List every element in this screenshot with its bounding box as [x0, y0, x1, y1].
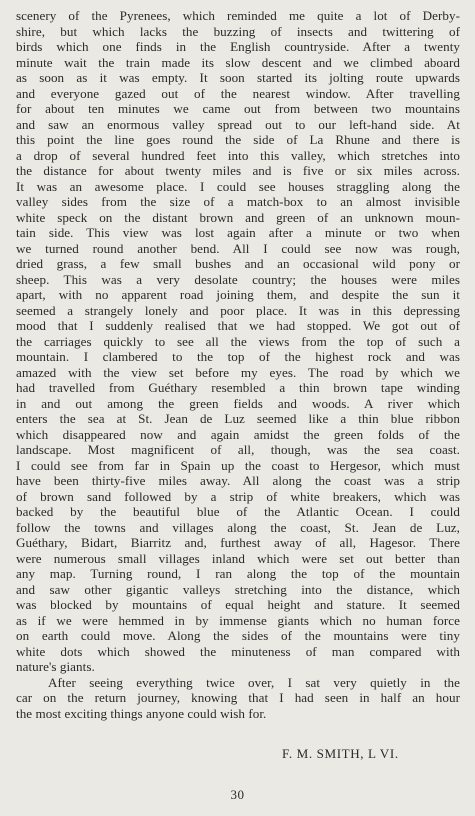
- text-line: dried grass, a few small bushes and an occasional wild pony or: [16, 256, 460, 271]
- text-line: as if we were hemmed in by immense giants which no human force: [16, 612, 460, 628]
- text-line: and everyone gazed out of the nearest window. After travelling: [16, 85, 460, 101]
- text-line: I could see from far in Spain up the coast to Hergesor, which must: [16, 457, 460, 473]
- text-line: sheep. This was a very desolate country; the houses were miles: [16, 271, 460, 287]
- text-line: backed by the beautiful blue of the Atlantic Ocean. I could: [16, 504, 460, 519]
- text-line: car on the return journey, knowing that I had seen in half an hour: [16, 690, 460, 705]
- text-line: mood that I suddenly realised that we had stopped. We got out of: [16, 318, 460, 333]
- text-line: Guéthary, Bidart, Biarritz and, furthest away of all, Hagesor. There: [16, 535, 460, 550]
- text-line: and saw other gigantic valleys stretching into the distance, which: [16, 581, 460, 597]
- text-line: were numerous small villages inland which were set out better than: [16, 550, 460, 566]
- paragraph-end-line: the most exciting things anyone could wish for.: [16, 705, 267, 721]
- text-line: any map. Turning round, I ran along the top of the mountain: [16, 566, 460, 581]
- page-number: 30: [230, 787, 245, 802]
- text-line: seemed a strangely lonely and poor place. It was in this depressing: [16, 302, 460, 318]
- text-line: and saw an enormous valley spread out to our left-hand side. At: [16, 116, 460, 132]
- text-line: had travelled from Guéthary resembled a thin brown tape winding: [16, 380, 460, 395]
- text-line: we turned round another bend. All I could see now was rough,: [16, 240, 460, 256]
- text-line: white dots which showed the minuteness of man compared with: [16, 643, 460, 659]
- text-line: tain side. This view was lost again after a minute or two when: [16, 225, 460, 240]
- text-line: in and out among the green fields and woods. A river which: [16, 395, 460, 411]
- text-line: minute wait the train made its slow descent and we climbed aboard: [16, 54, 460, 70]
- text-line: for about ten minutes we came out from between two mountains: [16, 101, 460, 116]
- text-line: mountain. I clambered to the top of the highest rock and was: [16, 349, 460, 364]
- text-line: the distance for about twenty miles and is five or six miles across.: [16, 163, 460, 178]
- text-line: which disappeared now and again amidst the green folds of the: [16, 426, 460, 442]
- text-line: white speck on the distant brown and green of an unknown moun-: [16, 209, 460, 225]
- paragraph-start-line: After seeing everything twice over, I sat very quietly in the: [48, 674, 460, 690]
- text-line: follow the towns and villages along the coast, St. Jean de Luz,: [16, 519, 460, 535]
- author-signature: F. M. SMITH, L VI.: [282, 746, 399, 761]
- article-body: [16, 8, 460, 721]
- text-line: as soon as it was empty. It soon started its jolting route upwards: [16, 70, 460, 85]
- text-line: apart, with no apparent road joining them, and despite the sun it: [16, 287, 460, 302]
- paragraph-end-line: nature's giants.: [16, 659, 95, 674]
- text-line: landscape. Most magnificent of all, though, was the sea coast.: [16, 442, 460, 457]
- text-line: the carriages quickly to see all the views from the top of such a: [16, 333, 460, 349]
- text-line: scenery of the Pyrenees, which reminded me quite a lot of Derby-: [16, 8, 460, 23]
- text-line: amazed with the view set before my eyes. The road by which we: [16, 364, 460, 380]
- text-line: of brown sand followed by a strip of white breakers, which was: [16, 488, 460, 504]
- text-line: enters the sea at St. Jean de Luz seemed like a thin blue ribbon: [16, 411, 460, 426]
- text-line: this point the line goes round the side of La Rhune and there is: [16, 132, 460, 147]
- text-line: have been thirty-five miles away. All along the coast was a strip: [16, 473, 460, 488]
- text-line: It was an awesome place. I could see houses straggling along the: [16, 178, 460, 194]
- text-line: shire, but which lacks the buzzing of insects and twittering of: [16, 23, 460, 39]
- text-line: on earth could move. Along the sides of the mountains were tiny: [16, 628, 460, 643]
- text-line: a drop of several hundred feet into this valley, which stretches into: [16, 147, 460, 163]
- text-line: was blocked by mountains of equal height and stature. It seemed: [16, 597, 460, 612]
- text-line: valley sides from the size of a match-box to an almost invisible: [16, 194, 460, 209]
- text-line: birds which one finds in the English countryside. After a twenty: [16, 39, 460, 54]
